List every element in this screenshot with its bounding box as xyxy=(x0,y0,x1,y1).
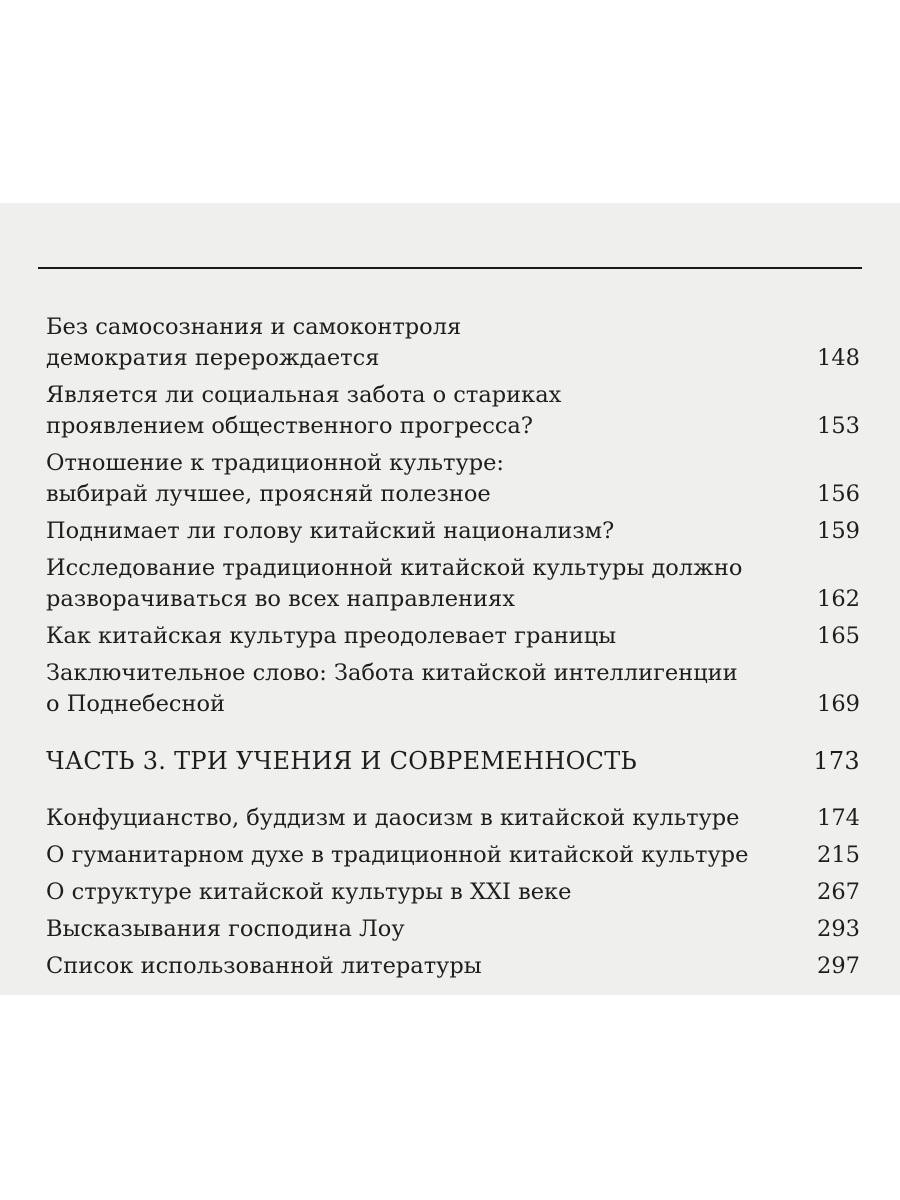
toc-entry-title xyxy=(46,312,786,374)
toc-page-number: 169 xyxy=(817,691,860,717)
toc-entry-title xyxy=(46,448,786,510)
toc-page-number: 293 xyxy=(817,916,860,942)
toc-entry-title xyxy=(46,621,786,652)
toc-page-number: 215 xyxy=(817,842,860,868)
toc-entry-title xyxy=(46,840,786,871)
toc-page-number: 159 xyxy=(817,518,860,544)
header-rule xyxy=(38,267,862,269)
toc-entry-title xyxy=(46,914,786,945)
toc-page-number: 162 xyxy=(817,586,860,612)
toc-entry-line: О гуманитарном духе в традиционной китайской культуре xyxy=(46,842,749,868)
table-of-contents xyxy=(46,312,860,988)
toc-entry xyxy=(46,380,860,442)
toc-entry-line: Конфуцианство, буддизм и даосизм в китайской культуре xyxy=(46,805,740,831)
toc-entry-title xyxy=(46,516,786,547)
toc-page-number: 297 xyxy=(817,953,860,979)
toc-entry xyxy=(46,803,860,834)
toc-page-number: 148 xyxy=(817,345,860,371)
toc-entry-title xyxy=(46,803,786,834)
toc-page-number: 156 xyxy=(817,481,860,507)
toc-entry-line: Список использованной литературы xyxy=(46,953,482,979)
toc-entry-title xyxy=(46,877,786,908)
toc-part-heading xyxy=(46,746,860,777)
toc-entry xyxy=(46,621,860,652)
toc-page-number: 174 xyxy=(817,805,860,831)
toc-entry-line: выбирай лучшее, проясняй полезное xyxy=(46,481,491,507)
toc-entry xyxy=(46,914,860,945)
toc-entry-line: Высказывания господина Лоу xyxy=(46,916,405,942)
toc-entry-line: О структуре китайской культуры в XXI веке xyxy=(46,879,572,905)
toc-entry-title xyxy=(46,553,786,615)
toc-entry xyxy=(46,840,860,871)
toc-entry xyxy=(46,516,860,547)
toc-entry-title xyxy=(46,951,786,982)
toc-entry xyxy=(46,951,860,982)
toc-entry xyxy=(46,448,860,510)
toc-entry-title xyxy=(46,658,786,720)
toc-page-number: 267 xyxy=(817,879,860,905)
toc-page-number: 165 xyxy=(817,623,860,649)
toc-entry xyxy=(46,877,860,908)
toc-entry-line: Без самосознания и самоконтроля xyxy=(46,314,462,340)
toc-entry-line: проявлением общественного прогресса? xyxy=(46,413,533,439)
toc-entry-line: Заключительное слово: Забота китайской интеллигенции xyxy=(46,660,738,686)
toc-entry-title xyxy=(46,380,786,442)
toc-entry-line: о Поднебесной xyxy=(46,691,226,717)
toc-entry-line: разворачиваться во всех направлениях xyxy=(46,586,515,612)
toc-entry-line: демократия перерождается xyxy=(46,345,380,371)
toc-entry xyxy=(46,658,860,720)
toc-entry xyxy=(46,312,860,374)
toc-entry-line: Является ли социальная забота о стариках xyxy=(46,382,562,408)
toc-entry-line: Отношение к традиционной культуре: xyxy=(46,450,504,476)
toc-page-number: 153 xyxy=(817,413,860,439)
part-title: ЧАСТЬ 3. ТРИ УЧЕНИЯ И СОВРЕМЕННОСТЬ xyxy=(46,747,637,775)
toc-entry-line: Поднимает ли голову китайский национализм? xyxy=(46,518,615,544)
toc-entry-line: Исследование традиционной китайской культуры должно xyxy=(46,555,743,581)
toc-entry-line: Как китайская культура преодолевает границы xyxy=(46,623,617,649)
toc-entry xyxy=(46,553,860,615)
toc-page-number: 173 xyxy=(813,747,860,775)
